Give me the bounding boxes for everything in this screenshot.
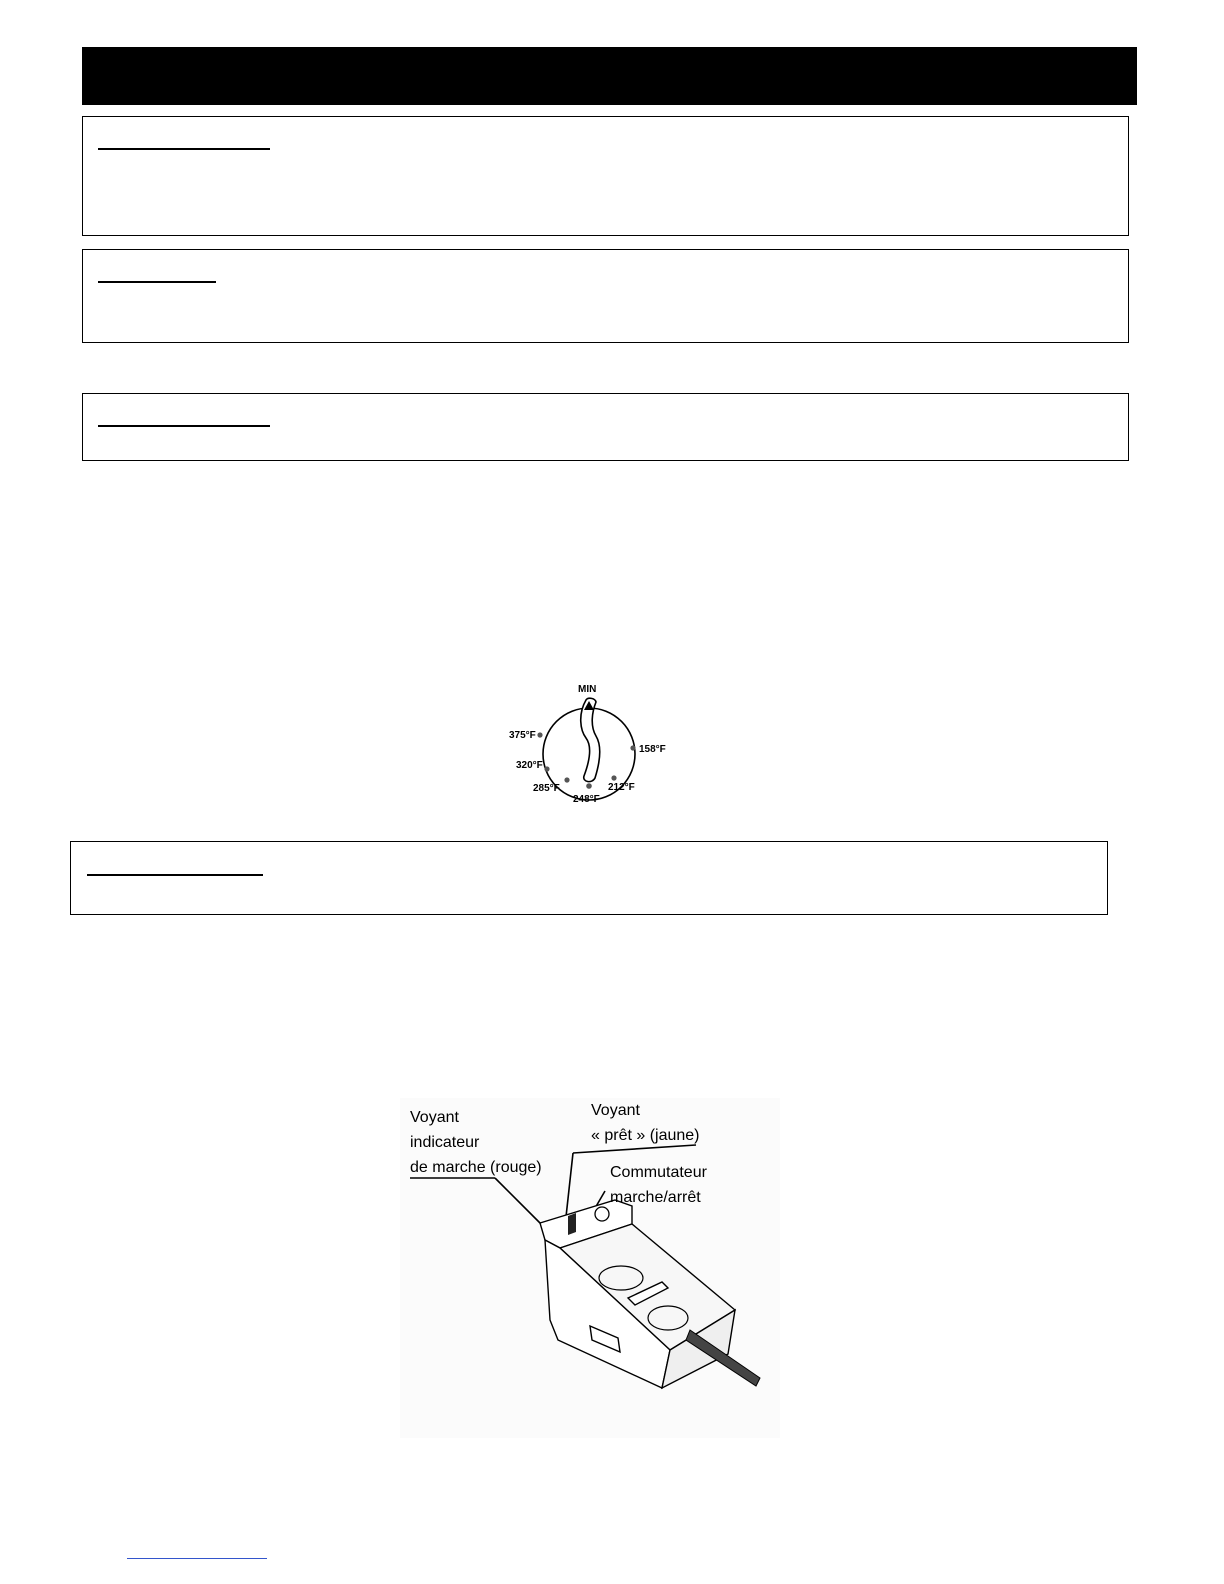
dial-dot-375 xyxy=(537,732,542,737)
dial-dot-248 xyxy=(586,783,592,789)
dial-dot-212 xyxy=(611,775,616,780)
dial-label-320: 320°F xyxy=(516,760,543,771)
notice-box-4 xyxy=(70,841,1108,915)
notice-box-3 xyxy=(82,393,1129,461)
dial-label-212: 212°F xyxy=(608,782,635,793)
dial-label-158: 158°F xyxy=(639,744,666,755)
label-ready-light-2: « prêt » (jaune) xyxy=(591,1127,700,1144)
footer-link-underline xyxy=(127,1558,267,1559)
dial-dot-320 xyxy=(544,766,549,771)
dial-dot-285 xyxy=(564,777,569,782)
dial-label-248: 248°F xyxy=(573,794,600,805)
thermostat-knob-icon xyxy=(595,1207,609,1221)
dial-label-375: 375°F xyxy=(509,730,536,741)
label-power-light-1: Voyant xyxy=(410,1109,459,1126)
label-ready-light-1: Voyant xyxy=(591,1102,640,1119)
notice-box-1 xyxy=(82,116,1129,236)
dial-label-min: MIN xyxy=(578,684,597,695)
deep-fryer-figure xyxy=(400,1098,780,1438)
label-switch-1: Commutateur xyxy=(610,1164,707,1181)
label-switch-2: marche/arrêt xyxy=(610,1189,701,1206)
dial-label-285: 285°F xyxy=(533,783,560,794)
notice-heading-underline xyxy=(98,148,270,150)
label-power-light-2: indicateur xyxy=(410,1134,480,1151)
notice-heading-underline xyxy=(98,425,270,427)
notice-box-2 xyxy=(82,249,1129,343)
dial-knob-grip xyxy=(581,698,600,781)
thermostat-dial-figure xyxy=(500,680,690,810)
power-light-icon xyxy=(568,1213,576,1235)
dial-dot-158 xyxy=(630,745,635,750)
notice-heading-underline xyxy=(98,281,216,283)
notice-heading-underline xyxy=(87,874,263,876)
label-power-light-3: de marche (rouge) xyxy=(410,1159,542,1176)
header-bar xyxy=(82,47,1137,105)
